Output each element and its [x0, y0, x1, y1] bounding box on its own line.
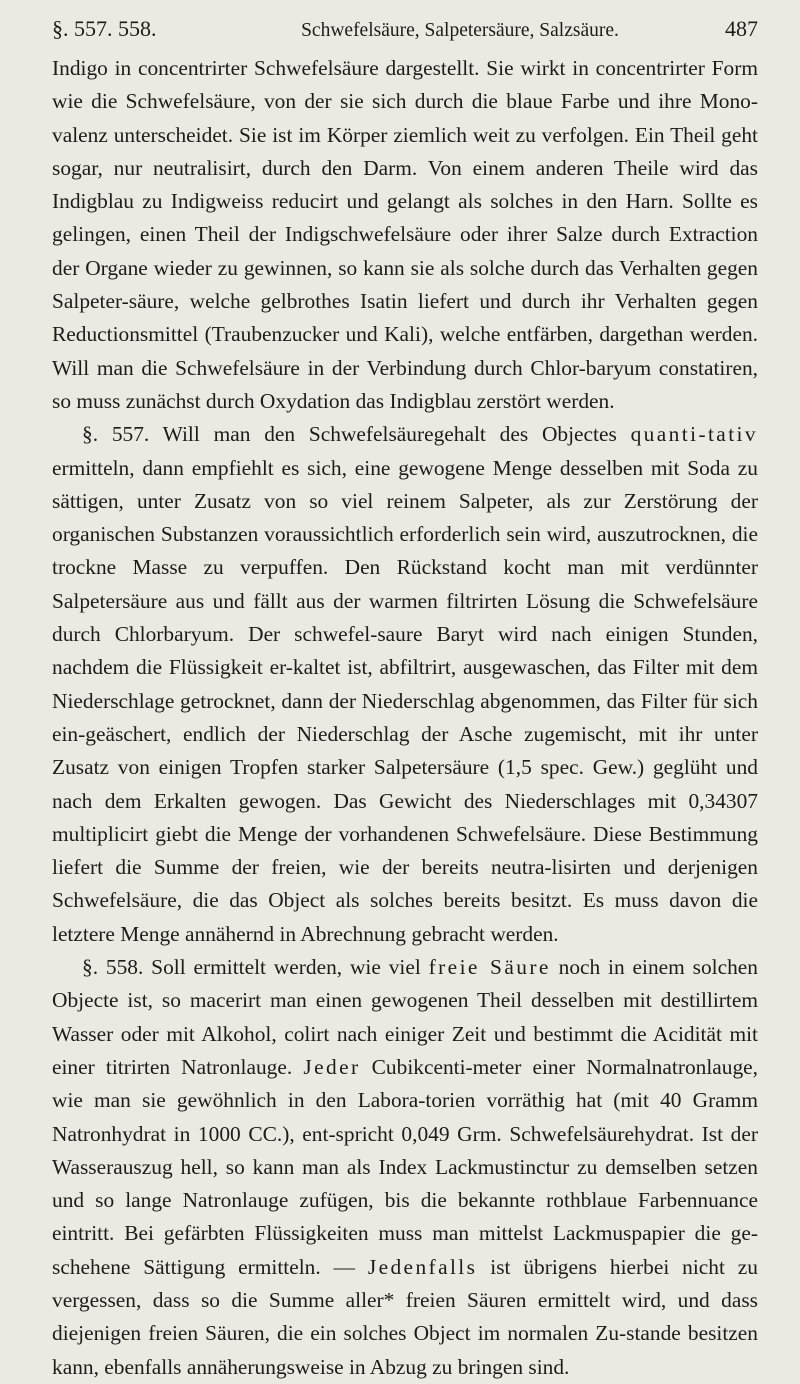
section-reference: §. 557. 558. — [52, 16, 157, 41]
spaced-emphasis: quanti-tativ — [630, 422, 758, 447]
paragraph-indigo — [52, 52, 758, 418]
running-head — [52, 14, 758, 44]
paragraph-text: Indigo in concentrirter Schwefelsäure dargestellt. Sie wirkt in concentrirter Form wie die Schwefelsäure, von der sie sich durch die blaue Farbe und ihre Mono-valenz unterscheidet. Sie ist im Körper ziemlich weit zu verfolgen. Ein Theil geht sogar, nur neutralisirt, durch den Darm. Von einem anderen Theile wird das Indigblau zu Indigweiss reducirt und gelangt als solches in den Harn. Sollte es gelingen, einen Theil der Indigschwefelsäure oder ihrer Salze durch Extraction der Organe wieder zu gewinnen, so kann sie als solche durch das Verhalten gegen Salpeter-säure, welche gelbrothes Isatin liefert und durch ihr Verhalten gegen Reductionsmittel (Traubenzucker und Kali), welche entfärben, dargethan werden. Will man die Schwefelsäure in der Verbindung durch Chlor-baryum constatiren, so muss zunächst durch Oxydation das Indigblau zerstört werden. — [52, 56, 758, 413]
paragraph-557 — [52, 418, 758, 951]
paragraph-text: §. 558. Soll ermittelt werden, wie viel — [82, 955, 421, 980]
paragraph-text: ermitteln, dann empfiehlt es sich, eine gewogene Menge desselben mit Soda zu sättigen, unter Zusatz von so viel reinem Salpeter, als zur Zerstörung der organischen Substanzen voraussichtlich erforderlich sein wird, auszutrocknen, die trockne Masse zu verpuffen. Den Rückstand kocht man mit verdünnter Salpetersäure aus und fällt aus der warmen filtrirten Lösung die Schwefelsäure durch Chlorbaryum. Der schwefel-saure Baryt wird nach einigen Stunden, nachdem die Flüssigkeit er-kaltet ist, abfiltrirt, ausgewaschen, das Filter mit dem Niederschlage getrocknet, dann der Niederschlag abgenommen, das Filter für sich ein-geäschert, endlich der Niederschlag der Asche zugemischt, mit ihr unter Zusatz von einigen Tropfen starker Salpetersäure (1,5 spec. Gew.) geglüht und nach dem Erkalten gewogen. Das Gewicht des Niederschlages mit 0,34307 multiplicirt giebt die Menge der vorhandenen Schwefelsäure. Diese Bestimmung liefert die Summe der freien, wie der bereits neutra-lisirten und derjenigen Schwefelsäure, die das Object als solches bereits besitzt. Es muss davon die letztere Menge annähernd in Abrechnung gebracht werden. — [52, 455, 758, 946]
paragraph-text: ist übrigens hierbei nicht zu vergessen, dass so die Summe aller* freien Säuren ermittelt wird, und dass diejenigen freien Säuren, die ein solches Object im normalen Zu-stande besitzen kann, ebenfalls annäherungsweise in Abzug zu bringen sind. — [52, 1254, 758, 1379]
paragraph-text: noch in einem solchen Objecte ist, so macerirt man einen gewogenen Theil desselben mit destillirtem Wasser oder mit Alkohol, colirt nach einiger Zeit und bestimmt die Acidität mit einer titrirten Natronlauge. — [52, 955, 758, 1079]
body-text — [52, 52, 758, 1384]
paragraph-text: §. 557. Will man den Schwefelsäuregehalt des Objectes — [82, 422, 617, 447]
page-number: 487 — [725, 16, 758, 41]
paragraph-text: Cubikcenti-meter einer Normalnatronlauge, wie man sie gewöhnlich in den Labora-torien vorräthig hat (mit 40 Gramm Natronhydrat in 1000 CC.), ent-spricht 0,049 Grm. Schwefelsäurehydrat. Ist der Wasserauszug hell, so kann man als Index Lackmustinctur zu demselben setzen und so lange Natronlauge zufügen, bis die bekannte rothblaue Farbennuance eintritt. Bei gefärbten Flüssigkeiten muss man mittelst Lackmuspapier die ge-schehene Sättigung ermitteln. — — [52, 1054, 758, 1279]
running-title: Schwefelsäure, Salpetersäure, Salzsäure. — [301, 20, 619, 41]
spaced-emphasis: Jedenfalls — [367, 1254, 478, 1279]
paragraph-558 — [52, 951, 758, 1384]
spaced-emphasis: Jeder — [303, 1054, 361, 1079]
spaced-emphasis: freie Säure — [428, 955, 551, 980]
